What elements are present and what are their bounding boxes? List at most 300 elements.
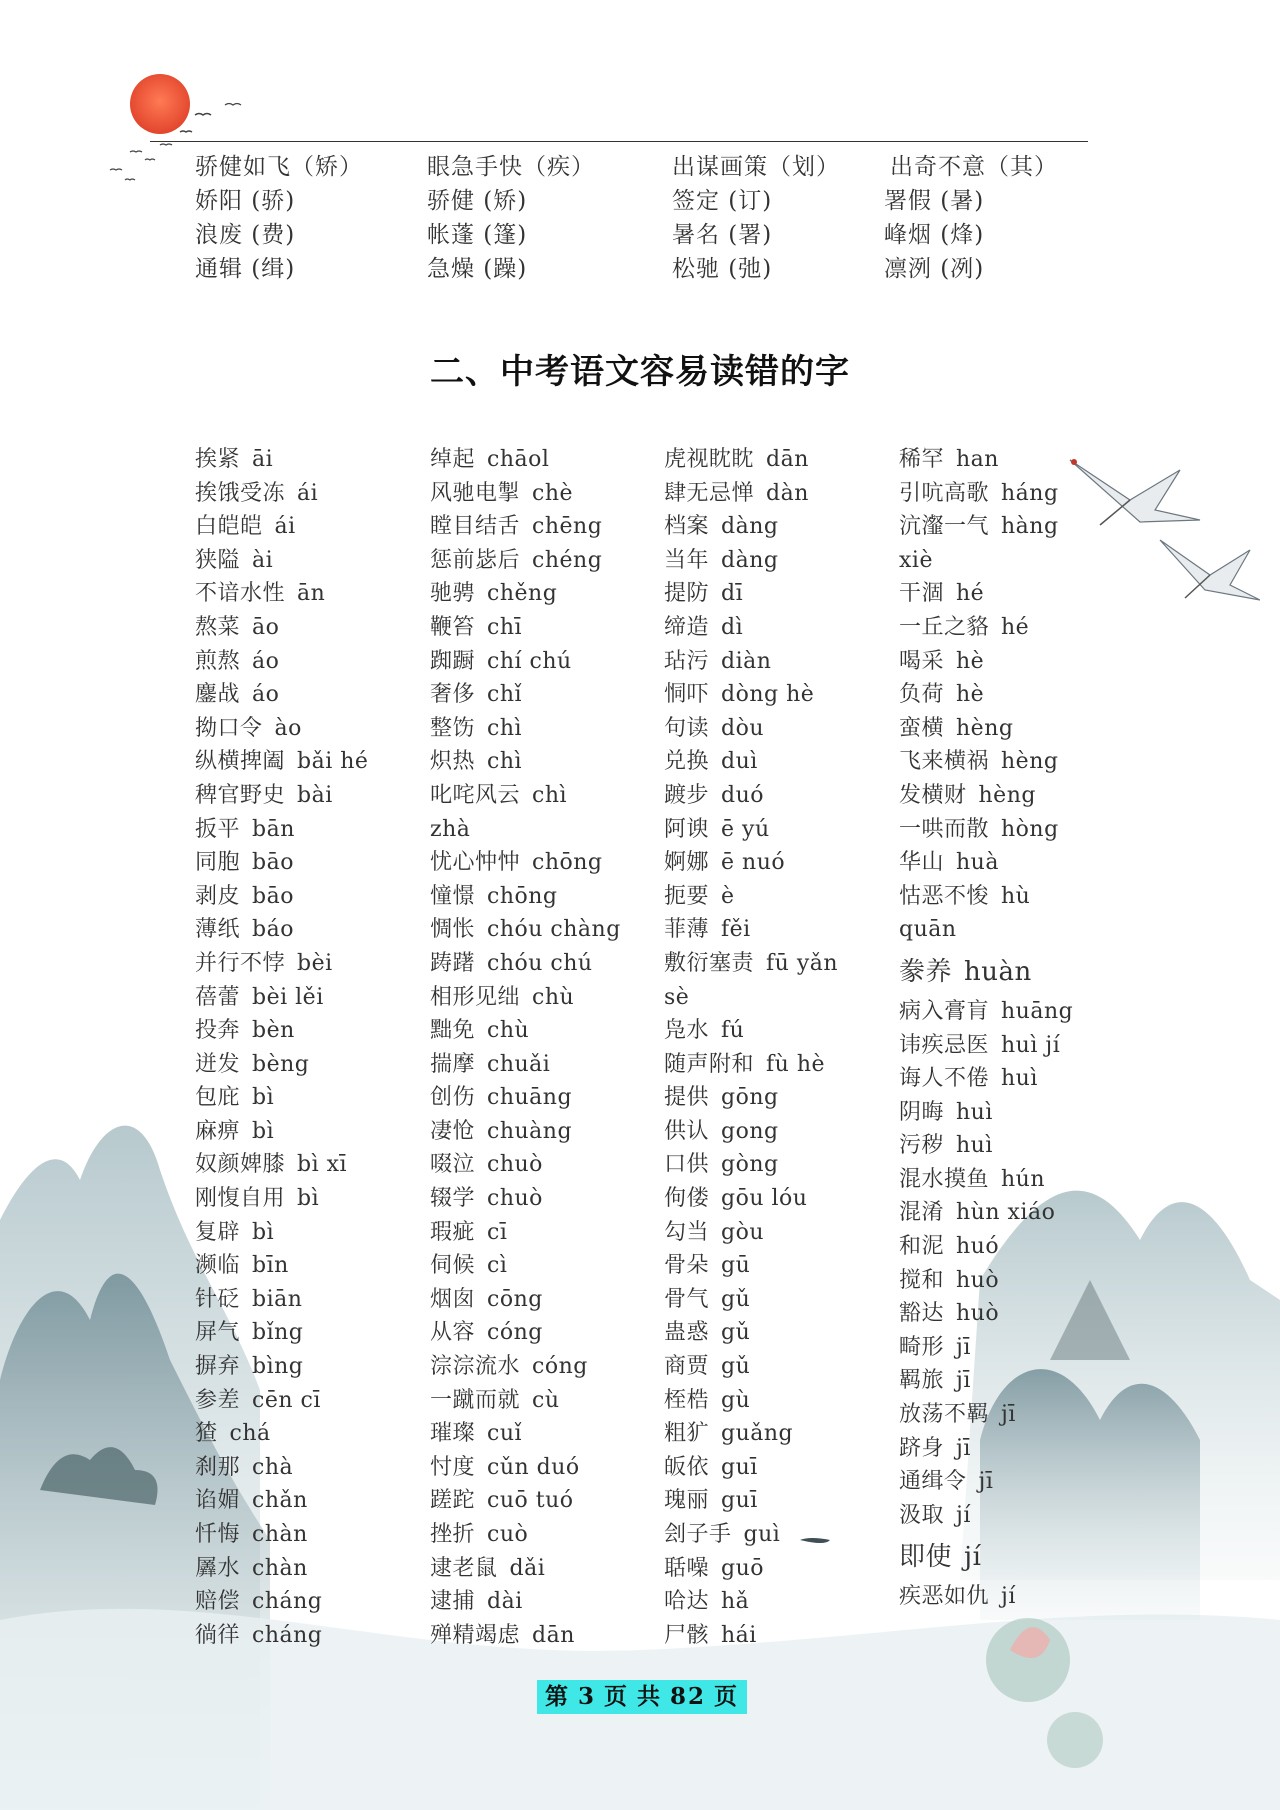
pinyin-text: huò: [956, 1267, 1000, 1293]
pinyin-text: hè: [956, 682, 985, 708]
pinyin-text: chà: [252, 1454, 294, 1480]
pinyin-text: chù: [532, 984, 575, 1010]
pinyin-text: hún: [1001, 1166, 1046, 1192]
word-text: 辍学: [430, 1186, 476, 1212]
pinyin-text: huà: [956, 850, 999, 876]
word-entry: [664, 913, 838, 947]
word-entry: [899, 577, 1073, 611]
word-text: 当年: [664, 547, 710, 573]
pinyin-text: cóng: [487, 1320, 543, 1346]
word-column-2: [430, 443, 621, 1652]
pinyin-text: hé: [1001, 614, 1030, 640]
pinyin-text: hái: [721, 1622, 757, 1648]
word-entry: [899, 1196, 1073, 1230]
pinyin-text: dòu: [721, 715, 765, 741]
word-text: 和泥: [899, 1234, 945, 1260]
word-entry: [899, 477, 1073, 511]
word-entry: [664, 577, 838, 611]
word-entry: [195, 813, 368, 847]
word-text: 不谙水性: [195, 581, 286, 607]
pinyin-text: quān: [899, 917, 957, 943]
word-entry: [899, 678, 1073, 712]
word-text: 混水摸鱼: [899, 1166, 990, 1192]
word-text: 桎梏: [664, 1387, 710, 1413]
word-text: 佝偻: [664, 1186, 710, 1212]
table-cell: 松驰 (弛): [672, 256, 773, 282]
word-text: 猹: [195, 1421, 218, 1447]
word-text: 婀娜: [664, 850, 710, 876]
word-entry: [430, 1619, 621, 1653]
word-entry: [195, 1552, 368, 1586]
word-entry: [899, 1364, 1073, 1398]
pinyin-text: chí chú: [487, 648, 572, 674]
pinyin-text: ái: [274, 514, 296, 540]
pinyin-text: huàn: [964, 956, 1032, 987]
word-text: 相形见绌: [430, 984, 521, 1010]
pinyin-text: gōu lóu: [721, 1186, 808, 1212]
pinyin-text: diàn: [721, 648, 772, 674]
word-entry: [899, 712, 1073, 746]
word-text: 混淆: [899, 1200, 945, 1226]
correction-table: [195, 152, 1095, 288]
pinyin-text: hé: [956, 581, 985, 607]
pinyin-text: cuǐ: [487, 1421, 523, 1447]
word-text: 喝采: [899, 648, 945, 674]
word-entry: [195, 1585, 368, 1619]
word-entry: [430, 1384, 621, 1418]
pinyin-text: dòng hè: [721, 682, 815, 708]
word-entry: [664, 1283, 838, 1317]
pinyin-text: dān: [532, 1622, 575, 1648]
pinyin-text: duì: [721, 749, 758, 775]
word-entry: [430, 1249, 621, 1283]
word-entry: [899, 1580, 1073, 1614]
word-entry: [899, 813, 1073, 847]
pinyin-text: chàn: [252, 1522, 308, 1547]
word-entry: [899, 1465, 1073, 1499]
pinyin-text: gǔ: [721, 1286, 751, 1312]
word-text: 同胞: [195, 850, 241, 876]
word-entry: [664, 745, 838, 779]
word-entry: [195, 544, 368, 578]
pinyin-text: cǔn duó: [487, 1454, 580, 1480]
header-rule: [150, 141, 1088, 142]
word-text: 沆瀣一气: [899, 514, 990, 540]
table-cell: 骄健如飞（矫）: [195, 154, 363, 180]
word-entry: [195, 1148, 368, 1182]
table-cell: 帐蓬 (篷): [427, 222, 528, 248]
word-entry: [430, 1350, 621, 1384]
word-entry: [430, 645, 621, 679]
word-text: 屏气: [195, 1320, 241, 1346]
word-text: 兑换: [664, 749, 710, 775]
table-row: [195, 186, 1095, 220]
word-text: 羼水: [195, 1555, 241, 1581]
word-text: 刚愎自用: [195, 1186, 286, 1212]
word-text: 憧憬: [430, 883, 476, 909]
word-text: 粗犷: [664, 1421, 710, 1447]
word-text: 忧心忡忡: [430, 850, 521, 876]
pinyin-text: jī: [956, 1334, 971, 1360]
word-entry: [899, 1398, 1073, 1432]
pinyin-text: fěi: [721, 917, 751, 943]
word-text: 豁达: [899, 1301, 945, 1327]
word-text: 凫水: [664, 1018, 710, 1044]
word-entry: [430, 477, 621, 511]
word-entry: [664, 477, 838, 511]
pinyin-text: chuò: [487, 1186, 543, 1212]
word-text: 麻痹: [195, 1118, 241, 1144]
word-text: 迸发: [195, 1051, 241, 1077]
word-text: 瞠目结舌: [430, 514, 521, 540]
word-text: 惆怅: [430, 917, 476, 943]
word-text: 殚精竭虑: [430, 1622, 521, 1648]
pinyin-text: jī: [978, 1469, 994, 1495]
word-entry: [430, 779, 621, 813]
word-entry: [899, 1163, 1073, 1197]
table-cell: 暑名 (署): [672, 222, 773, 248]
pinyin-text: ān: [297, 581, 326, 607]
pinyin-text: ē nuó: [721, 850, 786, 876]
word-text: 诲人不倦: [899, 1066, 990, 1092]
table-row: [195, 220, 1095, 254]
word-entry: [664, 813, 838, 847]
pinyin-text: āi: [252, 447, 274, 472]
pinyin-text: bīn: [252, 1253, 289, 1279]
word-text: 飞来横祸: [899, 749, 990, 775]
word-entry: [195, 577, 368, 611]
word-entry: [899, 611, 1073, 645]
pinyin-text: bì: [297, 1186, 320, 1212]
word-text: 病入膏肓: [899, 998, 990, 1024]
word-text: 白皑皑: [195, 514, 263, 540]
pinyin-text: xiè: [899, 547, 933, 573]
word-text: 瑕疵: [430, 1219, 476, 1245]
pinyin-text: sè: [664, 984, 690, 1010]
word-text: 引吭高歌: [899, 480, 990, 506]
word-text: 勾当: [664, 1219, 710, 1245]
word-entry: [430, 1417, 621, 1451]
pinyin-text: hùn xiáo: [956, 1200, 1056, 1226]
pinyin-text: guì: [743, 1522, 781, 1547]
word-text: 薄纸: [195, 917, 241, 943]
pinyin-text: hèng: [956, 715, 1014, 741]
word-entry: [899, 1129, 1073, 1163]
pinyin-text: gòng: [721, 1152, 779, 1178]
word-text: 投奔: [195, 1018, 241, 1044]
word-text: 发横财: [899, 782, 967, 808]
word-entry: [195, 1048, 368, 1082]
word-entry: [430, 611, 621, 645]
page-text: 页: [714, 1683, 740, 1710]
word-entry: [195, 1518, 368, 1552]
word-entry: [195, 1417, 368, 1451]
word-entry: [195, 846, 368, 880]
word-entry: [899, 995, 1073, 1029]
word-text: 羁旅: [899, 1368, 945, 1394]
word-text: 缔造: [664, 614, 710, 640]
word-text: 驰骋: [430, 581, 476, 607]
word-entry: [430, 1484, 621, 1518]
pinyin-text: bài: [297, 782, 333, 808]
word-text: 阴晦: [899, 1099, 945, 1125]
word-text: 稗官野史: [195, 782, 286, 808]
word-entry: [664, 1249, 838, 1283]
word-text: 伺候: [430, 1253, 476, 1279]
pinyin-text: guǎng: [721, 1421, 794, 1447]
pinyin-text: chuǎi: [487, 1051, 551, 1077]
pinyin-text: dàng: [721, 514, 779, 540]
word-entry: [430, 1048, 621, 1082]
word-entry: [899, 1062, 1073, 1096]
word-text: 狭隘: [195, 547, 241, 573]
pinyin-text: bèi lěi: [252, 984, 324, 1010]
pinyin-text: gǔ: [721, 1320, 751, 1346]
pinyin-text: jī: [956, 1368, 971, 1394]
pinyin-text: ē yú: [721, 816, 770, 842]
word-entry: [195, 477, 368, 511]
word-text: 奢侈: [430, 682, 476, 708]
pinyin-text: gù: [721, 1387, 751, 1413]
pinyin-text: jí: [964, 1542, 982, 1573]
pinyin-text: chì: [532, 782, 568, 808]
word-entry: [430, 880, 621, 914]
word-entry: [430, 813, 621, 847]
word-text: 通缉令: [899, 1469, 967, 1495]
pinyin-text: dàng: [721, 547, 779, 573]
pinyin-text: āo: [252, 614, 280, 640]
pinyin-text: chéng: [532, 547, 603, 573]
word-text: 负荷: [899, 682, 945, 708]
word-entry: [899, 1264, 1073, 1298]
pinyin-text: gǔ: [721, 1354, 751, 1380]
word-entry: [899, 645, 1073, 679]
word-text: 挫折: [430, 1522, 476, 1547]
word-entry: [195, 745, 368, 779]
pinyin-text: hèng: [1001, 749, 1059, 775]
word-text: 豢养: [899, 956, 953, 987]
pinyin-text: bǐng: [252, 1320, 304, 1346]
word-entry: [664, 544, 838, 578]
pinyin-text: bèn: [252, 1018, 295, 1044]
word-text: 一蹴而就: [430, 1387, 521, 1413]
word-entry: [195, 1451, 368, 1485]
word-entry: [899, 880, 1073, 914]
word-entry: [430, 1585, 621, 1619]
word-text: 鞭笞: [430, 614, 476, 640]
pinyin-text: dài: [487, 1589, 523, 1615]
word-text: 煎熬: [195, 648, 241, 674]
pinyin-text: dī: [721, 581, 744, 607]
word-entry: [664, 611, 838, 645]
pinyin-text: huì: [956, 1133, 993, 1159]
pinyin-text: cuō tuó: [487, 1488, 574, 1514]
word-entry: [195, 1316, 368, 1350]
word-entry: [664, 1451, 838, 1485]
table-cell: 娇阳 (骄): [195, 188, 296, 214]
word-text: 跻身: [899, 1435, 945, 1461]
table-cell: 出谋画策（划）: [672, 154, 840, 180]
word-text: 淙淙流水: [430, 1354, 521, 1380]
word-text: 扼要: [664, 883, 710, 909]
pinyin-text: bǎi hé: [297, 749, 369, 775]
word-text: 赔偿: [195, 1589, 241, 1615]
table-cell: 眼急手快（疾）: [427, 154, 595, 180]
word-entry: [664, 947, 838, 981]
word-text: 华山: [899, 850, 945, 876]
word-text: 随声附和: [664, 1051, 755, 1077]
pinyin-text: chēng: [532, 514, 603, 540]
pinyin-text: hàng: [1001, 514, 1059, 540]
pinyin-text: jī: [1001, 1402, 1016, 1428]
pinyin-text: chǎn: [252, 1488, 308, 1514]
word-text: 濒临: [195, 1253, 241, 1279]
word-text: 熬菜: [195, 614, 241, 640]
word-entry: [430, 577, 621, 611]
pinyin-text: gōng: [721, 1085, 779, 1111]
word-entry: [664, 1115, 838, 1149]
pinyin-text: è: [721, 883, 735, 909]
word-entry: [899, 1230, 1073, 1264]
word-entry: [664, 1014, 838, 1048]
table-cell: 署假 (暑): [884, 188, 985, 214]
word-entry: [195, 712, 368, 746]
pinyin-text: hè: [956, 648, 985, 674]
pinyin-text: bān: [252, 816, 295, 842]
word-entry: [195, 880, 368, 914]
pinyin-text: guō: [721, 1555, 765, 1581]
pinyin-text: chǐ: [487, 682, 523, 708]
pinyin-text: huì: [1001, 1066, 1038, 1092]
word-entry: [195, 1350, 368, 1384]
pinyin-text: chì: [487, 749, 523, 775]
page-indicator: [537, 1680, 747, 1714]
word-text: 皈依: [664, 1454, 710, 1480]
table-cell: 凛洌 (冽): [884, 256, 985, 282]
pinyin-text: gòu: [721, 1219, 765, 1245]
pinyin-text: dì: [721, 614, 744, 640]
word-text: 黜免: [430, 1018, 476, 1044]
word-entry: [430, 1283, 621, 1317]
word-entry: [195, 611, 368, 645]
word-text: 口供: [664, 1152, 710, 1178]
word-entry: [430, 510, 621, 544]
pinyin-text: ái: [297, 480, 319, 506]
word-entry: [664, 1182, 838, 1216]
pinyin-text: ài: [252, 547, 274, 573]
word-text: 逮捕: [430, 1589, 476, 1615]
word-entry: [899, 913, 1073, 947]
pinyin-text: áo: [252, 682, 280, 708]
word-text: 拗口令: [195, 715, 263, 741]
word-text: 骨朵: [664, 1253, 710, 1279]
word-text: 参差: [195, 1387, 241, 1413]
word-text: 尸骸: [664, 1622, 710, 1648]
table-cell: 出奇不意（其）: [890, 154, 1058, 180]
pinyin-text: han: [956, 447, 999, 472]
pinyin-text: fū yǎn: [766, 950, 839, 976]
word-text: 叱咤风云: [430, 782, 521, 808]
word-text: 蛊惑: [664, 1320, 710, 1346]
word-text: 哈达: [664, 1589, 710, 1615]
word-column-3: [664, 443, 838, 1652]
pinyin-text: huò: [956, 1301, 1000, 1327]
pinyin-text: bèi: [297, 950, 333, 976]
word-text: 放荡不羁: [899, 1402, 990, 1428]
word-entry: [195, 1014, 368, 1048]
pinyin-text: hǎ: [721, 1589, 750, 1615]
word-entry: [430, 678, 621, 712]
word-text: 提防: [664, 581, 710, 607]
pinyin-text: chōng: [532, 850, 603, 876]
word-entry: [899, 949, 1073, 995]
word-entry: [430, 544, 621, 578]
word-text: 剥皮: [195, 883, 241, 909]
word-text: 肆无忌惮: [664, 480, 755, 506]
word-entry: [899, 745, 1073, 779]
word-entry: [195, 443, 368, 477]
word-text: 虎视眈眈: [664, 447, 755, 472]
word-entry: [430, 1115, 621, 1149]
pinyin-text: chè: [532, 480, 574, 506]
word-text: 从容: [430, 1320, 476, 1346]
pinyin-text: cōng: [487, 1286, 543, 1312]
word-text: 挨紧: [195, 447, 241, 472]
word-entry: [430, 1148, 621, 1182]
table-row: [195, 152, 1095, 186]
word-text: 凄怆: [430, 1118, 476, 1144]
word-entry: [430, 846, 621, 880]
page-text: 第: [545, 1683, 570, 1710]
word-text: 怙恶不悛: [899, 883, 990, 909]
pinyin-text: huì: [956, 1099, 993, 1125]
word-text: 啜泣: [430, 1152, 476, 1178]
word-entry: [430, 1451, 621, 1485]
pinyin-text: chuàng: [487, 1118, 573, 1144]
pinyin-text: cuò: [487, 1522, 529, 1547]
table-cell: 骄健 (矫): [427, 188, 528, 214]
pinyin-text: chóu chàng: [487, 917, 621, 943]
pinyin-text: cù: [532, 1387, 560, 1413]
word-entry: [195, 1081, 368, 1115]
pinyin-text: hù: [1001, 883, 1031, 909]
word-text: 惩前毖后: [430, 547, 521, 573]
pinyin-text: chì: [487, 715, 523, 741]
pinyin-text: gong: [721, 1118, 779, 1144]
word-text: 即使: [899, 1542, 953, 1573]
pinyin-text: hèng: [978, 782, 1036, 808]
pinyin-text: guī: [721, 1488, 758, 1514]
pinyin-text: gū: [721, 1253, 751, 1279]
pinyin-text: bì: [252, 1219, 275, 1245]
pinyin-text: zhà: [430, 816, 471, 842]
word-entry: [664, 443, 838, 477]
word-text: 商贾: [664, 1354, 710, 1380]
pinyin-text: báo: [252, 917, 294, 943]
word-entry: [195, 510, 368, 544]
word-entry: [899, 1029, 1073, 1063]
pinyin-text: bāo: [252, 883, 294, 909]
table-row: [195, 254, 1095, 288]
word-text: 绰起: [430, 447, 476, 472]
word-text: 揣摩: [430, 1051, 476, 1077]
word-text: 并行不悖: [195, 950, 286, 976]
word-entry: [899, 510, 1073, 544]
word-entry: [430, 1216, 621, 1250]
word-text: 踌躇: [430, 950, 476, 976]
word-entry: [664, 981, 838, 1015]
word-text: 扳平: [195, 816, 241, 842]
